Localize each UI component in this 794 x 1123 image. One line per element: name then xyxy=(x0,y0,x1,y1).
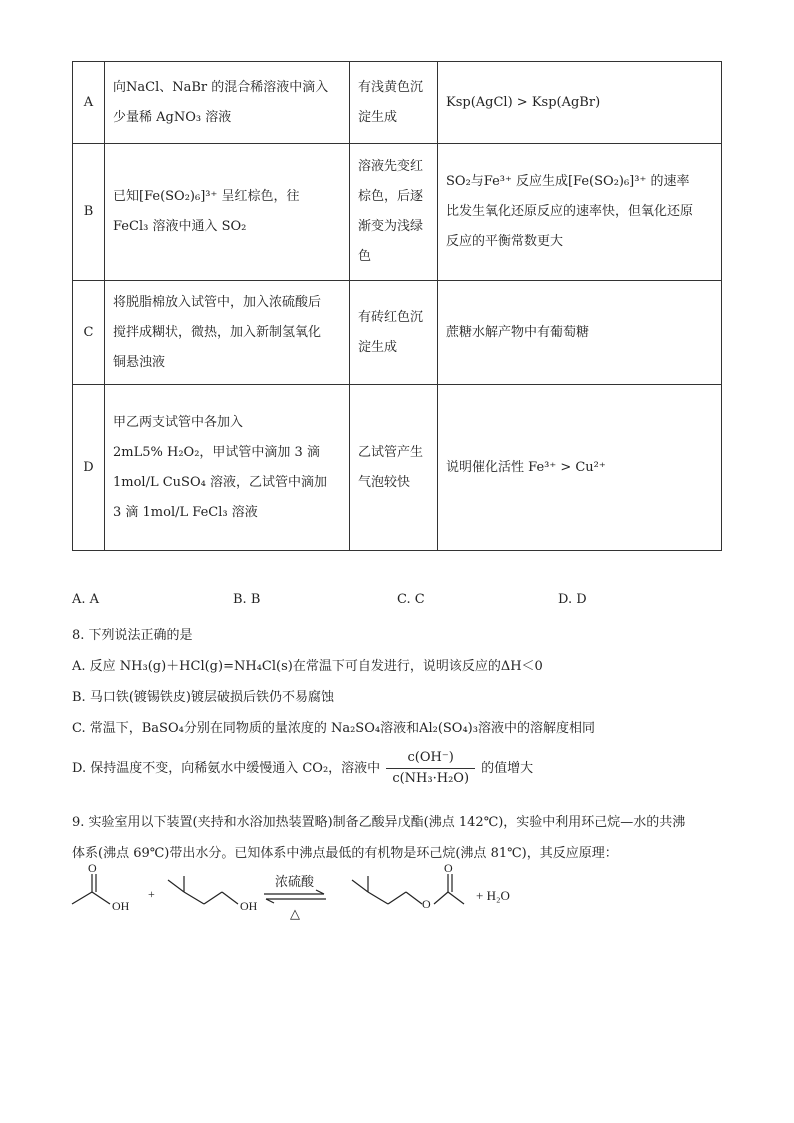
conclusion-cell xyxy=(438,281,722,385)
operation-line: 铜悬浊液 xyxy=(113,354,166,370)
option-d[interactable]: D. D xyxy=(558,592,587,607)
operation-cell xyxy=(105,62,350,144)
conclusion-line: 反应的平衡常数更大 xyxy=(446,234,564,249)
phenomenon-line: 淀生成 xyxy=(358,109,398,125)
operation-line: 甲乙两支试管中各加入 xyxy=(113,414,244,430)
operation-line: 少量稀 AgNO₃ 溶液 xyxy=(113,109,232,125)
answer-options xyxy=(72,592,722,610)
conclusion-cell xyxy=(438,62,722,144)
option-a[interactable]: A. A xyxy=(72,592,100,607)
phenomenon-cell xyxy=(350,385,438,551)
phenomenon-line: 有砖红色沉 xyxy=(358,309,424,325)
phenomenon-line: 淀生成 xyxy=(358,339,398,355)
q9-line-1: 9. 实验室用以下装置(夹持和水浴加热装置略)制备乙酸异戊酯(沸点 142℃)，实验中利用环己烷—水的共沸 xyxy=(72,815,686,830)
phenomenon-line: 棕色，后逐 xyxy=(358,189,424,204)
operation-cell xyxy=(105,144,350,281)
table-row xyxy=(73,62,722,144)
operation-line: 已知[Fe(SO₂)₆]³⁺ 呈红棕色，往 xyxy=(113,189,300,204)
fraction-denominator: c(NH₃·H₂O) xyxy=(392,771,470,786)
esterification-reaction xyxy=(66,862,526,932)
q9-line-2: 体系(沸点 69℃)带出水分。已知体系中沸点最低的有机物是环己烷(沸点 81℃)，其反应原理： xyxy=(72,846,618,861)
conclusion-line: 蔗糖水解产物中有葡萄糖 xyxy=(446,324,590,340)
operation-cell xyxy=(105,281,350,385)
phenomenon-cell xyxy=(350,144,438,281)
experiment-table xyxy=(72,61,722,551)
row-label: B xyxy=(73,144,105,281)
ester-carbonyl-oxygen-label: O xyxy=(444,862,453,875)
phenomenon-line: 渐变为浅绿 xyxy=(358,219,424,234)
row-label: A xyxy=(73,62,105,144)
phenomenon-line: 溶液先变红 xyxy=(358,159,424,174)
operation-line: 1mol/L CuSO₄ 溶液，乙试管中滴加 xyxy=(113,474,327,490)
q8-option-d[interactable] xyxy=(72,748,533,789)
conclusion-line: 说明催化活性 Fe³⁺ > Cu²⁺ xyxy=(446,459,606,475)
row-label: D xyxy=(73,385,105,551)
conclusion-line: Ksp(AgCl) > Ksp(AgBr) xyxy=(446,94,601,110)
hydroxyl-label: OH xyxy=(112,899,130,913)
carbonyl-oxygen-label: O xyxy=(88,862,97,875)
phenomenon-line: 气泡较快 xyxy=(358,474,411,490)
q8-d-suffix: 的值增大 xyxy=(481,761,534,776)
water-product: + H₂O xyxy=(476,888,510,903)
phenomenon-cell xyxy=(350,62,438,144)
operation-line: 将脱脂棉放入试管中，加入浓硫酸后 xyxy=(113,294,322,310)
alcohol-hydroxyl-label: OH xyxy=(240,899,258,913)
q8-option-a[interactable]: A. 反应 NH₃(g)＋HCl(g)=NH₄Cl(s)在常温下可自发进行，说明该反应的ΔH＜0 xyxy=(72,659,543,674)
q8-option-c[interactable]: C. 常温下，BaSO₄分别在同物质的量浓度的 Na₂SO₄溶液和Al₂(SO₄)₃溶液中的溶解度相同 xyxy=(72,721,595,736)
option-c[interactable]: C. C xyxy=(397,592,425,607)
phenomenon-cell xyxy=(350,281,438,385)
fraction-numerator: c(OH⁻) xyxy=(386,748,475,769)
concentration-fraction xyxy=(386,748,475,789)
operation-line: FeCl₃ 溶液中通入 SO₂ xyxy=(113,219,247,234)
operation-line: 2mL5% H₂O₂，甲试管中滴加 3 滴 xyxy=(113,444,320,460)
heat-condition-label: △ xyxy=(290,906,300,921)
operation-line: 3 滴 1mol/L FeCl₃ 溶液 xyxy=(113,504,258,520)
catalyst-label: 浓硫酸 xyxy=(275,874,315,889)
conclusion-line: SO₂与Fe³⁺ 反应生成[Fe(SO₂)₆]³⁺ 的速率 xyxy=(446,174,690,189)
q8-option-b[interactable]: B. 马口铁(镀锡铁皮)镀层破损后铁仍不易腐蚀 xyxy=(72,690,334,705)
q8-stem: 8. 下列说法正确的是 xyxy=(72,628,193,643)
option-b[interactable]: B. B xyxy=(233,592,261,607)
operation-line: 向NaCl、NaBr 的混合稀溶液中滴入 xyxy=(113,79,329,95)
plus-sign: + xyxy=(148,887,155,901)
table-row xyxy=(73,281,722,385)
ester-oxygen-label: O xyxy=(422,897,431,911)
conclusion-cell xyxy=(438,385,722,551)
phenomenon-line: 乙试管产生 xyxy=(358,444,424,460)
conclusion-line: 比发生氧化还原反应的速率快，但氧化还原 xyxy=(446,204,694,219)
phenomenon-line: 色 xyxy=(358,249,372,264)
phenomenon-line: 有浅黄色沉 xyxy=(358,79,424,95)
conclusion-cell xyxy=(438,144,722,281)
operation-cell xyxy=(105,385,350,551)
table-row xyxy=(73,385,722,551)
operation-line: 搅拌成糊状，微热，加入新制氢氧化 xyxy=(113,324,322,340)
q8-d-prefix: D. 保持温度不变，向稀氨水中缓慢通入 CO₂，溶液中 xyxy=(72,761,381,776)
row-label: C xyxy=(73,281,105,385)
table-row xyxy=(73,144,722,281)
